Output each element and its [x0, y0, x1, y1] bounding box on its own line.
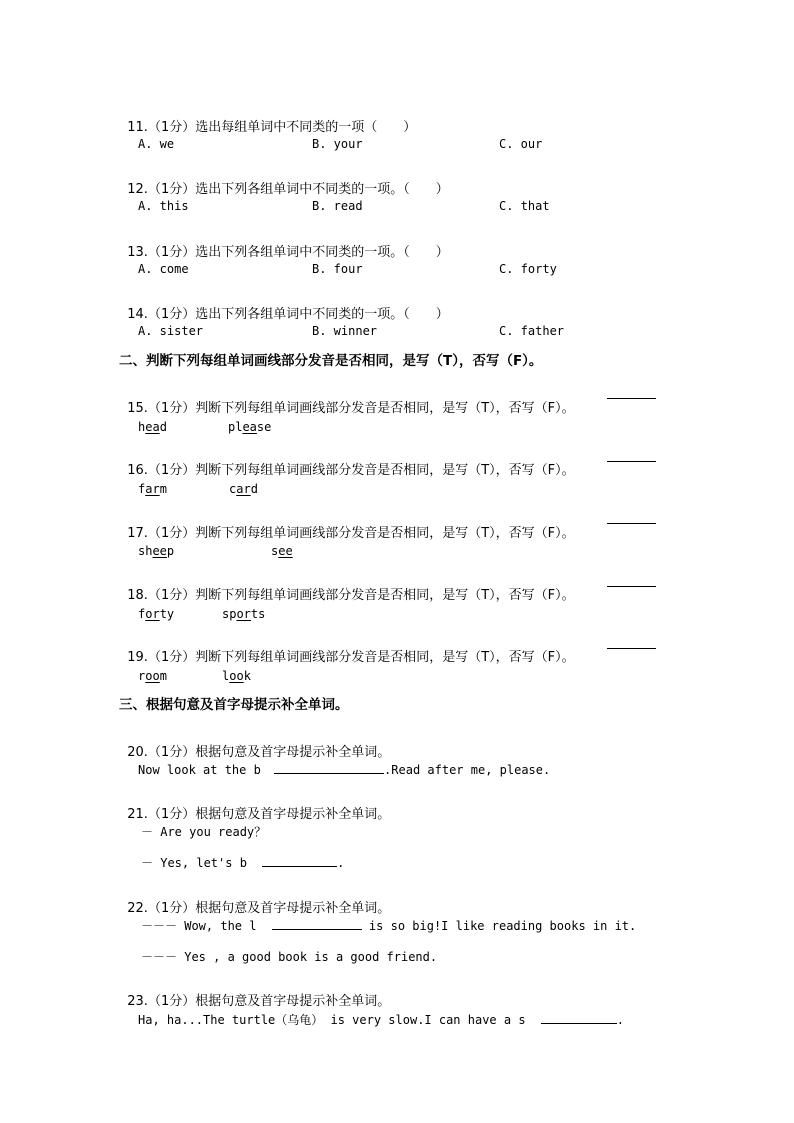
question-17 — [119, 510, 575, 542]
question-number: 18. — [127, 588, 148, 603]
word-2: look — [222, 669, 251, 683]
option-b: B. winner — [312, 324, 378, 338]
question-13 — [119, 229, 449, 261]
option-a: A. this — [138, 199, 189, 213]
question-23 — [119, 978, 390, 1010]
dialogue-line-2: －－－ Yes , a good book is a good friend. — [141, 950, 438, 964]
question-prompt: 判断下列每组单词画线部分发音是否相同，是写（T），否写（F）。 — [195, 401, 575, 416]
word-2: sports — [222, 607, 266, 621]
question-19 — [119, 634, 575, 666]
question-score: （1分） — [147, 401, 196, 416]
dialogue-line-2: － Yes, let's b . — [141, 856, 345, 870]
answer-blank[interactable] — [274, 761, 384, 774]
option-b: B. four — [312, 262, 363, 276]
option-c: C. our — [499, 137, 543, 151]
question-number: 14. — [127, 307, 148, 322]
option-a: A. sister — [138, 324, 204, 338]
word-1: room — [138, 669, 167, 683]
answer-blank[interactable] — [607, 398, 656, 399]
word-2: card — [229, 482, 258, 496]
word-2: see — [271, 544, 293, 558]
word-1: forty — [138, 607, 175, 621]
question-prompt: 选出下列各组单词中不同类的一项。（ ） — [195, 307, 449, 322]
question-score: （1分） — [147, 526, 196, 541]
question-number: 12. — [127, 182, 148, 197]
question-number: 23. — [127, 994, 148, 1009]
question-15 — [119, 385, 575, 417]
question-score: （1分） — [147, 901, 196, 916]
question-prompt: 判断下列每组单词画线部分发音是否相同，是写（T），否写（F）。 — [195, 526, 575, 541]
question-prompt: 选出每组单词中不同类的一项（ ） — [195, 120, 417, 135]
answer-blank[interactable] — [607, 523, 656, 524]
question-prompt: 判断下列每组单词画线部分发音是否相同，是写（T），否写（F）。 — [195, 588, 575, 603]
sentence-20: Now look at the b .Read after me, please. — [138, 763, 551, 777]
question-18 — [119, 572, 575, 604]
dialogue-line-1: －－－ Wow, the l is so big!I like reading books in it. — [141, 919, 637, 933]
question-prompt: 根据句意及首字母提示补全单词。 — [195, 745, 391, 760]
question-score: （1分） — [147, 307, 196, 322]
question-score: （1分） — [147, 463, 196, 478]
word-2: please — [228, 420, 272, 434]
answer-blank[interactable] — [262, 854, 337, 867]
question-prompt: 判断下列每组单词画线部分发音是否相同，是写（T），否写（F）。 — [195, 463, 575, 478]
question-score: （1分） — [147, 650, 196, 665]
dialogue-line-1: － Are you ready？ — [141, 825, 267, 839]
option-b: B. your — [312, 137, 363, 151]
word-1: farm — [138, 482, 167, 496]
question-score: （1分） — [147, 120, 196, 135]
question-21 — [119, 791, 390, 823]
option-c: C. forty — [499, 262, 557, 276]
question-12 — [119, 166, 449, 198]
question-number: 13. — [127, 245, 148, 260]
word-1: head — [138, 420, 167, 434]
question-prompt: 根据句意及首字母提示补全单词。 — [195, 901, 391, 916]
question-number: 11. — [127, 120, 148, 135]
sentence-23: Ha, ha...The turtle（乌龟） is very slow.I can have a s . — [138, 1013, 625, 1027]
option-c: C. that — [499, 199, 550, 213]
question-22 — [119, 885, 390, 917]
answer-blank[interactable] — [541, 1011, 617, 1024]
question-number: 21. — [127, 807, 148, 822]
question-score: （1分） — [147, 807, 196, 822]
section-3-title: 三、根据句意及首字母提示补全单词。 — [119, 697, 349, 713]
question-score: （1分） — [147, 245, 196, 260]
question-score: （1分） — [147, 182, 196, 197]
question-number: 20. — [127, 745, 148, 760]
question-number: 15. — [127, 401, 148, 416]
answer-blank[interactable] — [607, 461, 656, 462]
question-score: （1分） — [147, 588, 196, 603]
option-b: B. read — [312, 199, 363, 213]
option-c: C. father — [499, 324, 565, 338]
answer-blank[interactable] — [607, 648, 656, 649]
answer-blank[interactable] — [272, 917, 362, 930]
question-11 — [119, 104, 416, 136]
answer-blank[interactable] — [607, 586, 656, 587]
question-20 — [119, 729, 390, 761]
section-2-title: 二、判断下列每组单词画线部分发音是否相同，是写（T），否写（F）。 — [119, 353, 543, 369]
question-prompt: 根据句意及首字母提示补全单词。 — [195, 807, 391, 822]
question-score: （1分） — [147, 994, 196, 1009]
option-a: A. we — [138, 137, 175, 151]
question-14 — [119, 291, 449, 323]
question-16 — [119, 447, 575, 479]
question-prompt: 判断下列每组单词画线部分发音是否相同，是写（T），否写（F）。 — [195, 650, 575, 665]
option-a: A. come — [138, 262, 189, 276]
question-number: 16. — [127, 463, 148, 478]
question-number: 22. — [127, 901, 148, 916]
question-prompt: 根据句意及首字母提示补全单词。 — [195, 994, 391, 1009]
question-number: 19. — [127, 650, 148, 665]
question-number: 17. — [127, 526, 148, 541]
question-prompt: 选出下列各组单词中不同类的一项。（ ） — [195, 245, 449, 260]
word-1: sheep — [138, 544, 175, 558]
question-score: （1分） — [147, 745, 196, 760]
question-prompt: 选出下列各组单词中不同类的一项。（ ） — [195, 182, 449, 197]
